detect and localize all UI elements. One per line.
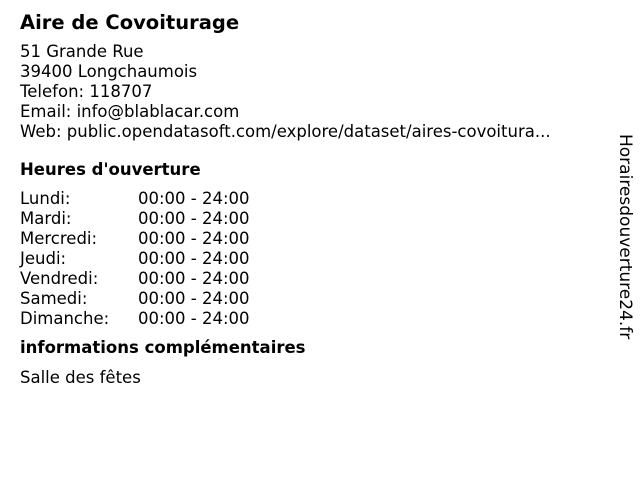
email-text: Email: info@blablacar.com: [20, 102, 240, 121]
site-watermark-text: Horairesdouverture24.fr: [615, 134, 635, 340]
hours-day: Mercredi:: [20, 229, 98, 248]
hours-day: Mardi:: [20, 209, 72, 228]
opening-hours-heading: Heures d'ouverture: [20, 160, 201, 179]
opening-hours-table: [20, 189, 600, 329]
hours-day: Dimanche:: [20, 309, 110, 328]
hours-day: Vendredi:: [20, 269, 99, 288]
hours-day: Lundi:: [20, 189, 71, 208]
hours-row: [20, 309, 600, 329]
site-watermark: [604, 134, 640, 374]
web-text: Web: public.opendatasoft.com/explore/dataset/aires-covoitura...: [20, 122, 551, 141]
additional-info-text: Salle des fêtes: [20, 368, 141, 387]
address-block: [20, 42, 600, 142]
hours-time: 00:00 - 24:00: [138, 289, 250, 308]
place-title: Aire de Covoiturage: [20, 11, 240, 34]
hours-time: 00:00 - 24:00: [138, 249, 250, 268]
hours-row: [20, 289, 600, 309]
hours-time: 00:00 - 24:00: [138, 189, 250, 208]
additional-info-heading: informations complémentaires: [20, 338, 306, 357]
hours-day: Samedi:: [20, 289, 88, 308]
place-card: [20, 10, 600, 388]
hours-time: 00:00 - 24:00: [138, 229, 250, 248]
hours-time: 00:00 - 24:00: [138, 209, 250, 228]
hours-row: [20, 229, 600, 249]
address-city: 39400 Longchaumois: [20, 62, 198, 81]
hours-time: 00:00 - 24:00: [138, 309, 250, 328]
hours-time: 00:00 - 24:00: [138, 269, 250, 288]
hours-row: [20, 189, 600, 209]
hours-row: [20, 249, 600, 269]
hours-row: [20, 209, 600, 229]
hours-row: [20, 269, 600, 289]
hours-day: Jeudi:: [20, 249, 67, 268]
address-street: 51 Grande Rue: [20, 42, 144, 61]
phone-text: Telefon: 118707: [20, 82, 153, 101]
